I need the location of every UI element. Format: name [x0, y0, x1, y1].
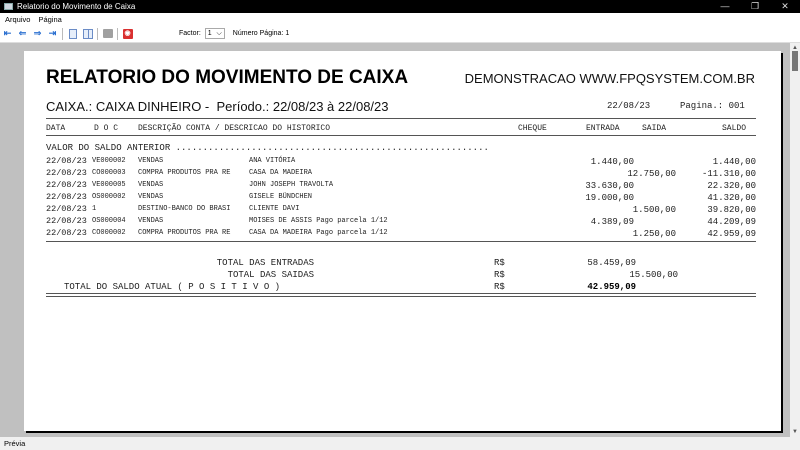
menu-pagina[interactable]: Página	[38, 14, 62, 24]
scroll-down-icon[interactable]: ▼	[792, 429, 798, 435]
row-saldo: 22.320,00	[707, 181, 756, 191]
col-saldo: SALDO	[722, 124, 747, 133]
col-data: DATA	[46, 124, 66, 133]
row-conta: VENDAS	[138, 217, 164, 225]
row-historico: CLIENTE DAVI	[249, 205, 300, 213]
single-page-icon	[69, 29, 77, 39]
company-name: DEMONSTRACAO WWW.FPQSYSTEM.COM.BR	[464, 71, 755, 86]
total-entradas-currency: R$	[494, 258, 505, 268]
separator	[97, 28, 98, 40]
row-doc: CO000002	[92, 229, 126, 237]
two-page-button[interactable]	[80, 27, 95, 41]
last-page-icon[interactable]: ⇥	[48, 28, 57, 38]
row-date: 22/08/23	[46, 192, 87, 202]
divider	[46, 241, 756, 242]
page-number-label: Número Página: 1	[232, 30, 290, 37]
report-title: RELATORIO DO MOVIMENTO DE CAIXA	[46, 67, 409, 88]
divider	[46, 293, 756, 294]
row-conta: COMPRA PRODUTOS PRA RE	[138, 169, 231, 177]
prev-page-icon[interactable]: ⇐	[18, 28, 27, 38]
divider	[46, 135, 756, 136]
status-bar	[0, 437, 800, 450]
total-saidas-value: 15.500,00	[629, 270, 678, 280]
total-saidas-label: TOTAL DAS SAIDAS	[227, 270, 314, 280]
col-cheque: CHEQUE	[518, 124, 547, 133]
title-bar	[0, 0, 800, 13]
row-saida: 1.250,00	[632, 229, 676, 239]
factor-value: 1	[207, 30, 212, 37]
row-historico: JOHN JOSEPH TRAVOLTA	[249, 181, 334, 189]
row-date: 22/08/23	[46, 216, 87, 226]
row-saldo: 44.209,09	[707, 217, 756, 227]
row-entrada: 1.440,00	[590, 157, 634, 167]
row-historico: CASA DA MADEIRA	[249, 169, 313, 177]
close-button[interactable]: ✕	[781, 1, 789, 11]
col-saida: SAIDA	[642, 124, 667, 133]
total-saldo-value: 42.959,09	[587, 282, 636, 292]
row-historico: CASA DA MADEIRA Pago parcela 1/12	[249, 229, 388, 237]
total-saldo-currency: R$	[494, 282, 505, 292]
minimize-button[interactable]: —	[720, 1, 730, 11]
row-historico: GISELE BÜNDCHEN	[249, 193, 313, 201]
report-date: 22/08/23	[607, 101, 651, 111]
scroll-up-icon[interactable]: ▲	[792, 45, 798, 51]
row-conta: VENDAS	[138, 193, 164, 201]
row-conta: COMPRA PRODUTOS PRA RE	[138, 229, 231, 237]
first-page-icon[interactable]: ⇤	[3, 28, 12, 38]
chevron-down-icon: ⌵	[216, 29, 222, 37]
separator	[117, 28, 118, 40]
divider	[46, 296, 756, 297]
factor-label: Factor:	[179, 30, 201, 37]
two-page-icon	[83, 29, 93, 39]
total-entradas-value: 58.459,09	[587, 258, 636, 268]
row-doc: 1	[92, 205, 97, 213]
row-entrada: 33.630,00	[585, 181, 634, 191]
total-saldo-label: TOTAL DO SALDO ATUAL ( P O S I T I V O )	[64, 282, 281, 292]
factor-select[interactable]	[205, 28, 225, 39]
row-doc: OS000004	[92, 217, 126, 225]
row-conta: DESTINO-BANCO DO BRASI	[138, 205, 231, 213]
row-saldo: 39.820,00	[707, 205, 756, 215]
single-page-button[interactable]	[65, 27, 80, 41]
row-saldo: -11.310,00	[701, 169, 756, 179]
row-saida: 12.750,00	[627, 169, 676, 179]
col-doc: D O C	[94, 124, 119, 133]
page-number: Pagina.: 001	[680, 101, 745, 111]
close-preview-icon: ◉	[124, 29, 131, 37]
row-doc: OS000002	[92, 193, 126, 201]
menu-arquivo[interactable]: Arquivo	[5, 14, 31, 24]
row-historico: ANA VITÓRIA	[249, 157, 296, 165]
vertical-scrollbar[interactable]	[790, 43, 800, 437]
menu-bar	[0, 13, 800, 25]
row-date: 22/08/23	[46, 204, 87, 214]
scroll-thumb[interactable]	[792, 51, 798, 71]
row-saida: 1.500,00	[632, 205, 676, 215]
col-entrada: ENTRADA	[586, 124, 620, 133]
total-entradas-label: TOTAL DAS ENTRADAS	[216, 258, 314, 268]
row-date: 22/08/23	[46, 180, 87, 190]
row-saldo: 41.320,00	[707, 193, 756, 203]
window-title: Relatorio do Movimento de Caixa	[17, 2, 136, 11]
row-doc: CO000003	[92, 169, 126, 177]
toolbar	[0, 25, 800, 43]
status-text: Prévia	[4, 439, 26, 448]
row-date: 22/08/23	[46, 168, 87, 178]
print-icon	[103, 29, 113, 38]
row-conta: VENDAS	[138, 157, 164, 165]
close-preview-button[interactable]	[120, 27, 135, 41]
row-entrada: 19.000,00	[585, 193, 634, 203]
row-date: 22/08/23	[46, 156, 87, 166]
maximize-button[interactable]: ❐	[750, 1, 760, 11]
row-saldo: 42.959,09	[707, 229, 756, 239]
row-saldo: 1.440,00	[712, 157, 756, 167]
report-page	[24, 51, 781, 431]
next-page-icon[interactable]: ⇒	[33, 28, 42, 38]
separator	[62, 28, 63, 40]
caixa-period: CAIXA.: CAIXA DINHEIRO - Período.: 22/08/23 à 22/08/23	[46, 99, 389, 114]
divider	[46, 118, 756, 119]
row-doc: VE000002	[92, 157, 126, 165]
row-doc: VE000005	[92, 181, 126, 189]
row-entrada: 4.389,09	[590, 217, 634, 227]
total-saidas-currency: R$	[494, 270, 505, 280]
row-date: 22/08/23	[46, 228, 87, 238]
app-icon	[4, 3, 13, 10]
col-desc: DESCRIÇÃO CONTA / DESCRICAO DO HISTORICO	[138, 124, 331, 133]
print-button[interactable]	[100, 27, 115, 41]
row-conta: VENDAS	[138, 181, 164, 189]
saldo-anterior: VALOR DO SALDO ANTERIOR ..........................................................	[46, 143, 489, 153]
row-historico: MOISES DE ASSIS Pago parcela 1/12	[249, 217, 388, 225]
